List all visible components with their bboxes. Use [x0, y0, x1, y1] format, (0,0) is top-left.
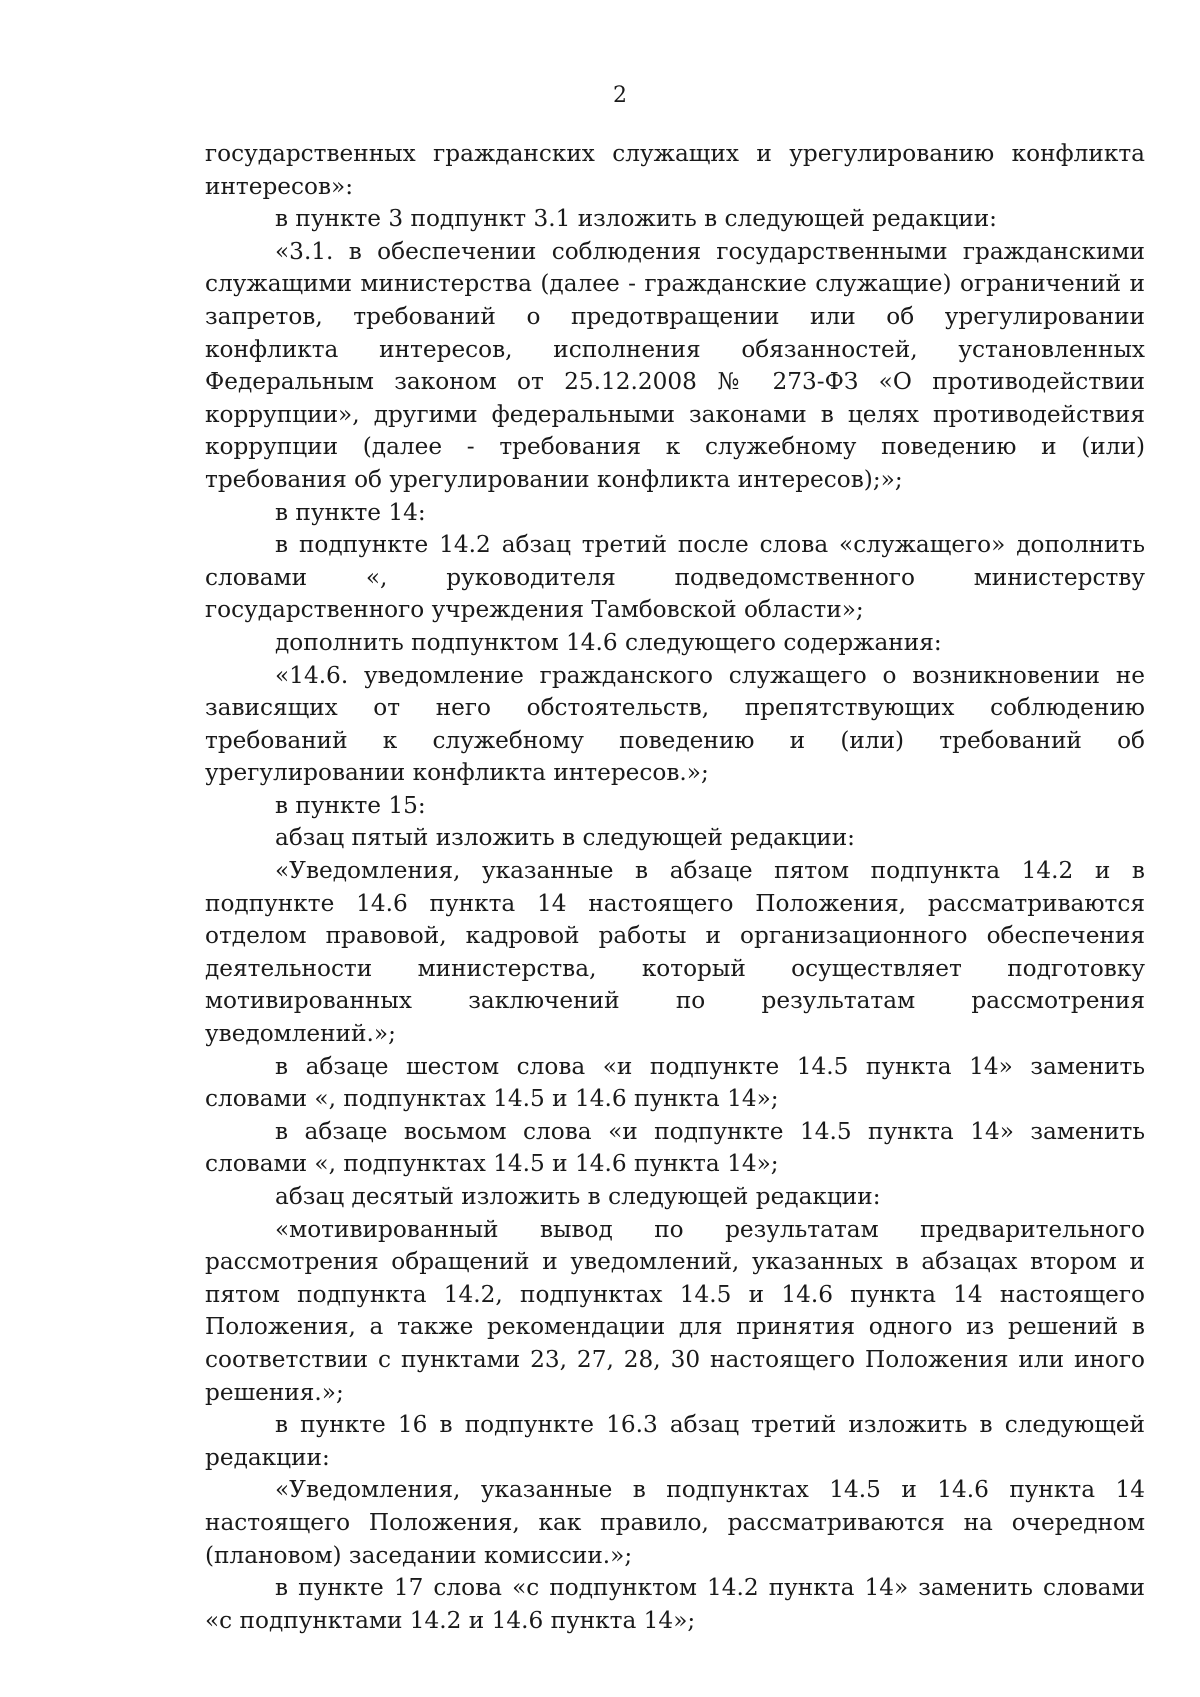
- paragraph: в пункте 3 подпункт 3.1 изложить в следующей редакции:: [275, 205, 997, 233]
- paragraph: абзац десятый изложить в следующей редакции:: [275, 1183, 881, 1210]
- paragraph: абзац пятый изложить в следующей редакции:: [275, 824, 855, 852]
- paragraph-quote: «Уведомления, указанные в абзаце пятом подпункта 14.2 и в подпункте 14.6 пункта 14 настоящего Положения, рассматриваются отделом правовой, кадровой работы и организационного обеспечения деятельности министерства, который осуществляет подготовку мотивированных заключений по результатам рассмотрения уведомлений.»;: [205, 857, 1145, 1048]
- paragraph: в пункте 15:: [275, 791, 426, 819]
- page-number: 2: [613, 83, 627, 108]
- paragraph-quote: «мотивированный вывод по результатам предварительного рассмотрения обращений и уведомлений, указанных в абзацах втором и пятом подпункта 14.2, подпунктах 14.5 и 14.6 пункта 14 настоящего Положения, а также рекомендации для принятия одного из решений в соответствии с пунктами 23, 27, 28, 30 настоящего Положения или иного решения.»;: [205, 1215, 1145, 1406]
- paragraph: дополнить подпунктом 14.6 следующего содержания:: [275, 628, 942, 656]
- paragraph: в абзаце восьмом слова «и подпункте 14.5 пункта 14» заменить словами «, подпунктах 14.5 и 14.6 пункта 14»;: [205, 1117, 1145, 1178]
- paragraph: в пункте 14:: [275, 498, 426, 526]
- paragraph-quote: «Уведомления, указанные в подпунктах 14.5 и 14.6 пункта 14 настоящего Положения, как правило, рассматриваются на очередном (плановом) заседании комиссии.»;: [205, 1476, 1145, 1569]
- paragraph-quote: «3.1. в обеспечении соблюдения государственными гражданскими служащими министерства (далее - гражданские служащие) ограничений и запретов, требований о предотвращении или об урегулировании конфликта интересов, исполнения обязанностей, установленных Федеральным законом от 25.12.2008 № 273-ФЗ «О противодействии коррупции», другими федеральными законами в целях противодействия коррупции (далее - требования к служебному поведению и (или) требования об урегулировании конфликта интересов);»;: [205, 237, 1145, 493]
- paragraph-quote: «14.6. уведомление гражданского служащего о возникновении не зависящих от него обстоятельств, препятствующих соблюдению требований к служебному поведению и (или) требований об урегулировании конфликта интересов.»;: [205, 661, 1145, 787]
- paragraph: в абзаце шестом слова «и подпункте 14.5 пункта 14» заменить словами «, подпунктах 14.5 и 14.6 пункта 14»;: [205, 1052, 1145, 1113]
- paragraph: в пункте 17 слова «с подпунктом 14.2 пункта 14» заменить словами «с подпунктами 14.2 и 14.6 пункта 14»;: [205, 1574, 1145, 1634]
- document-body: [205, 138, 1145, 1637]
- paragraph: в пункте 16 в подпункте 16.3 абзац третий изложить в следующей редакции:: [205, 1411, 1145, 1471]
- paragraph: в подпункте 14.2 абзац третий после слова «служащего» дополнить словами «, руководителя подведомственного министерству государственного учреждения Тамбовской области»;: [205, 531, 1145, 624]
- paragraph-continuation: государственных гражданских служащих и урегулированию конфликта интересов»:: [205, 140, 1145, 200]
